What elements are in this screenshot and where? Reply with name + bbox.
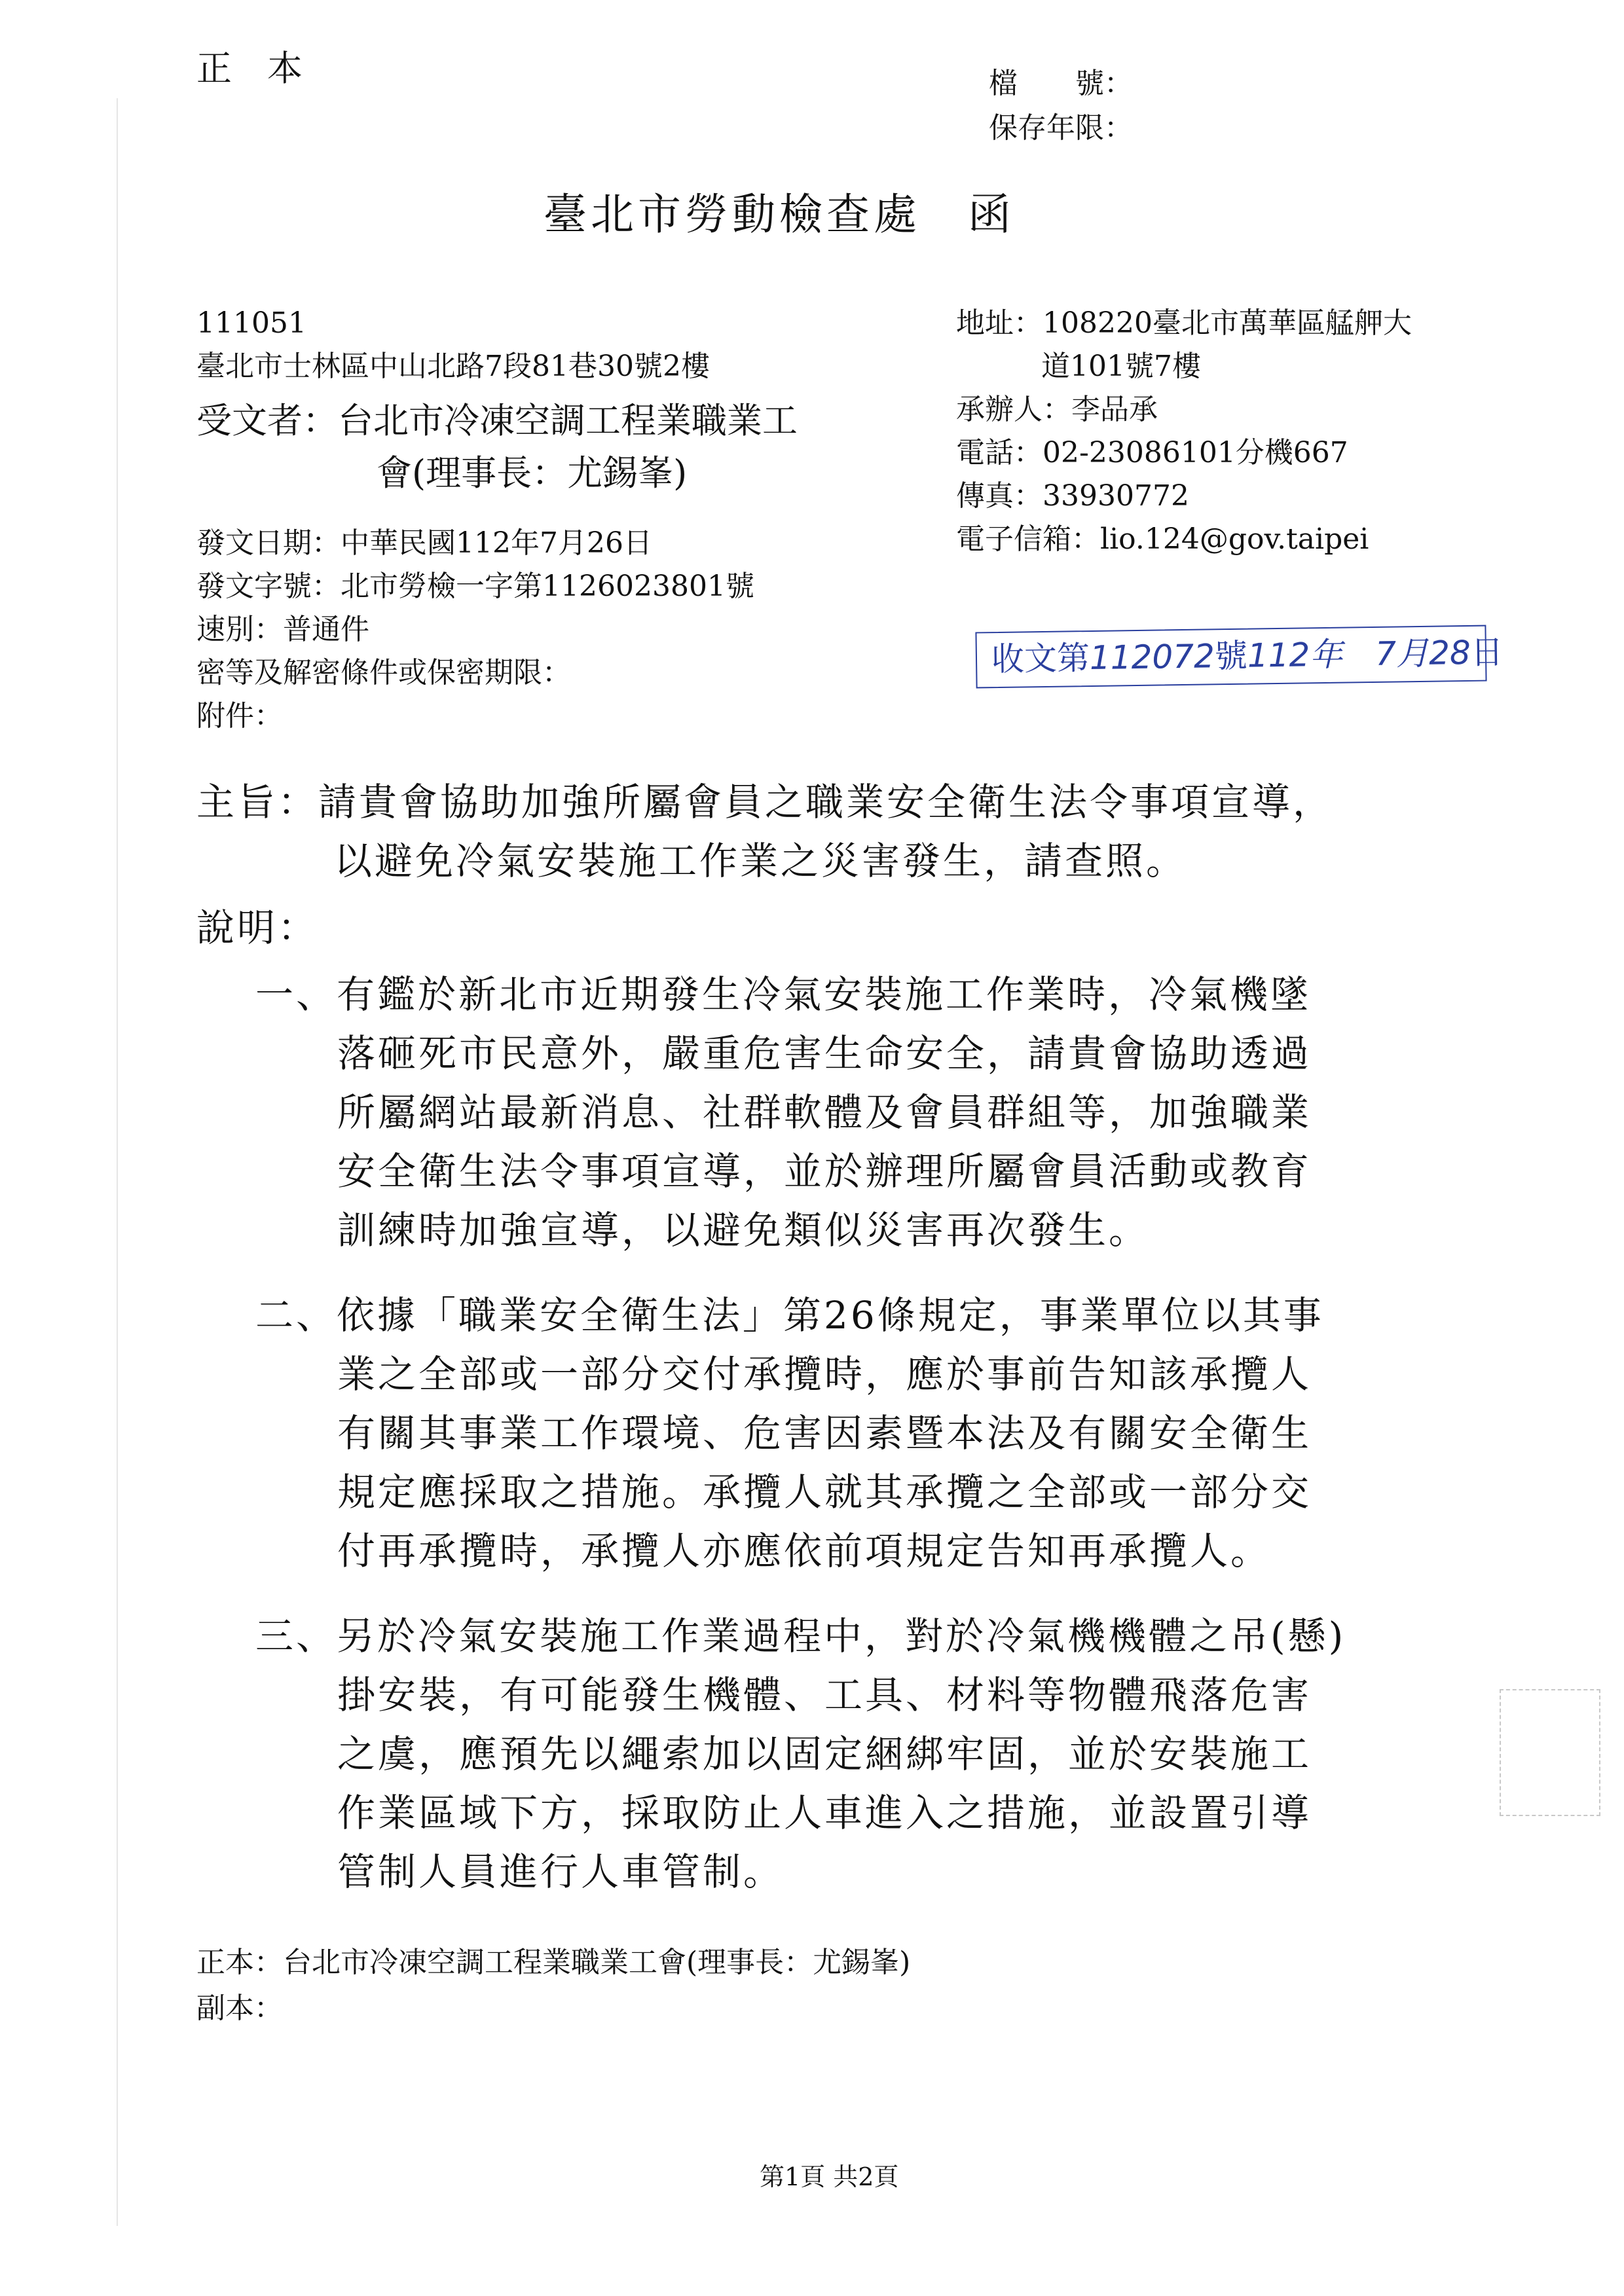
receipt-stamp [975, 625, 1504, 689]
item-2-line-5: 付再承攬時，承攬人亦應依前項規定告知再承攬人。 [337, 1529, 1272, 1573]
subject-line-2: 以避免冷氣安裝施工作業之災害發生，請查照。 [334, 839, 1187, 883]
receipt-stamp-suffix: 日 [1470, 633, 1504, 672]
fax: 傳真：33930772 [956, 479, 1189, 513]
recipient-line-2: 會(理事長：尤錫峯) [377, 452, 688, 494]
document-number: 發文字號：北市勞檢一字第1126023801號 [196, 570, 754, 603]
item-2-line-1: 二、依據「職業安全衛生法」第26條規定，事業單位以其事 [255, 1293, 1324, 1338]
recipient-address: 臺北市士林區中山北路7段81巷30號2樓 [196, 350, 710, 383]
document-title: 臺北市勞動檢查處 函 [544, 189, 1015, 240]
handler: 承辦人：李品承 [956, 393, 1158, 426]
receipt-date: 112年 7月28 [1247, 633, 1471, 675]
page-footer: 第1頁 共2頁 [760, 2162, 899, 2191]
item-3-line-3: 之虞，應預先以繩索加以固定綑綁牢固，並於安裝施工 [337, 1732, 1312, 1776]
receipt-stamp-mid: 號 [1214, 636, 1248, 676]
item-3-line-4: 作業區域下方，採取防止人車進入之措施，並設置引導 [337, 1791, 1312, 1835]
item-1-line-3: 所屬網站最新消息、社群軟體及會員群組等，加強職業 [337, 1090, 1312, 1135]
phone: 電話：02-23086101分機667 [956, 436, 1348, 469]
retention-label: 保存年限： [989, 111, 1133, 145]
item-2-line-3: 有關其事業工作環境、危害因素暨本法及有關安全衛生 [337, 1411, 1312, 1455]
item-2-line-2: 業之全部或一部分交付承攬時，應於事前告知該承攬人 [337, 1352, 1312, 1396]
copy-mark: 正 本 [196, 48, 303, 89]
subject-line-1: 主旨：請貴會協助加強所屬會員之職業安全衛生法令事項宣導， [196, 780, 1334, 824]
attachment: 附件： [196, 699, 283, 733]
item-3-line-2: 掛安裝，有可能發生機體、工具、材料等物體飛落危害 [337, 1673, 1312, 1717]
receipt-number: 112072 [1089, 637, 1215, 678]
file-number-label: 檔 號： [989, 67, 1133, 100]
explanation-label: 說明： [196, 905, 319, 950]
seal-mark [1500, 1689, 1600, 1816]
item-3-line-1: 三、另於冷氣安裝施工作業過程中，對於冷氣機機體之吊(懸) [255, 1614, 1346, 1658]
binding-margin-line [117, 98, 118, 2226]
item-3-line-5: 管制人員進行人車管制。 [337, 1850, 784, 1894]
postal-code: 111051 [196, 306, 306, 340]
email: 電子信箱：lio.124@gov.taipei [956, 522, 1369, 556]
item-2-line-4: 規定應採取之措施。承攬人就其承攬之全部或一部分交 [337, 1470, 1312, 1514]
receipt-stamp-prefix: 收文第 [991, 639, 1090, 679]
item-1-line-5: 訓練時加強宣導，以避免類似災害再次發生。 [337, 1208, 1150, 1252]
speed: 速別：普通件 [196, 613, 369, 646]
issue-date: 發文日期：中華民國112年7月26日 [196, 526, 652, 560]
sender-address-line-1: 地址：108220臺北市萬華區艋舺大 [956, 306, 1412, 340]
item-1-line-4: 安全衛生法令事項宣導，並於辦理所屬會員活動或教育 [337, 1149, 1312, 1194]
distribution-copy: 副本： [196, 1992, 283, 2025]
sender-address-line-2: 道101號7樓 [1041, 350, 1201, 383]
distribution-original: 正本：台北市冷凍空調工程業職業工會(理事長：尤錫峯) [196, 1946, 911, 1979]
recipient-line-1: 受文者：台北市冷凍空調工程業職業工 [196, 400, 798, 441]
item-1-line-1: 一、有鑑於新北市近期發生冷氣安裝施工作業時，冷氣機墜 [255, 972, 1312, 1017]
secrecy: 密等及解密條件或保密期限： [196, 656, 571, 689]
item-1-line-2: 落砸死市民意外，嚴重危害生命安全，請貴會協助透過 [337, 1031, 1312, 1076]
